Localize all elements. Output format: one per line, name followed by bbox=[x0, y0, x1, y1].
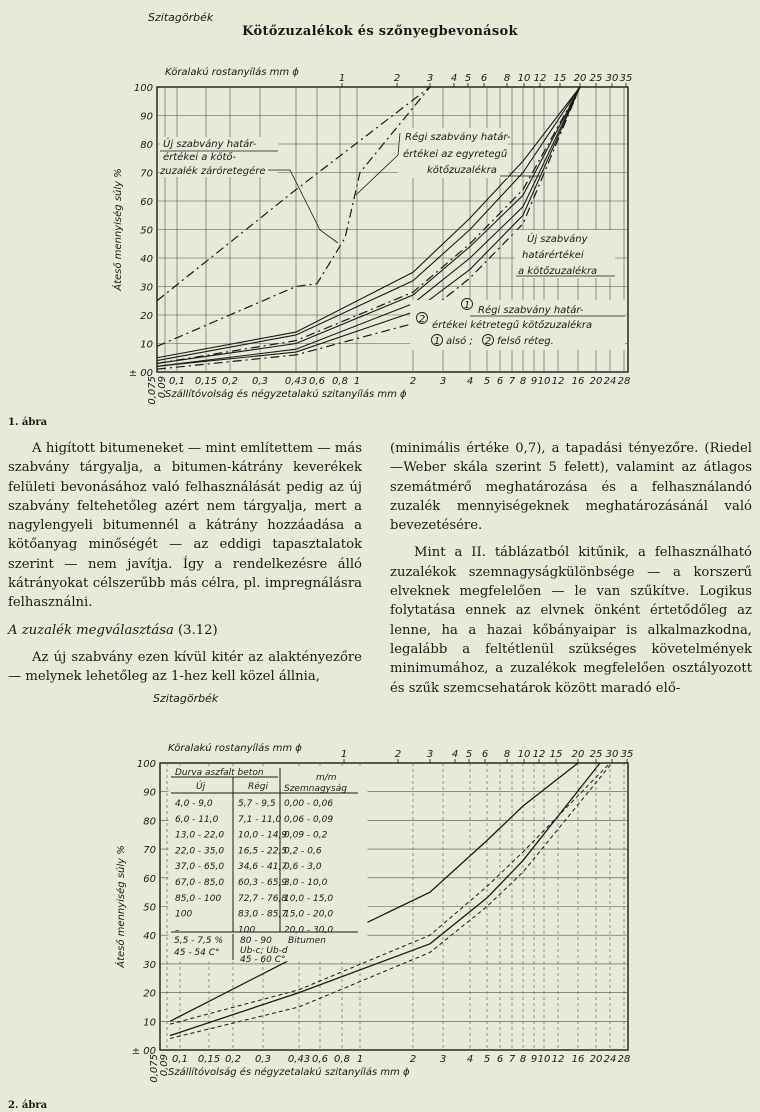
fig1-top-tick: 4 bbox=[450, 73, 458, 84]
table-bitumen-old: 80 - 90 bbox=[240, 936, 272, 946]
fig1-top-tick: 35 bbox=[619, 73, 633, 84]
fig2-bottom-tick: 9 bbox=[530, 1054, 538, 1065]
fig1-y-tick: 60 bbox=[140, 197, 153, 208]
section-heading bbox=[8, 621, 362, 640]
fig2-top-tick: 15 bbox=[549, 749, 563, 760]
fig1-top-tick: 30 bbox=[605, 73, 619, 84]
fig2-bottom-tick: 7 bbox=[508, 1054, 516, 1065]
fig1-bottom-tick: 0,6 bbox=[309, 376, 325, 387]
fig1-bottom-tick: 12 bbox=[551, 376, 565, 387]
fig1-ann-newb-1: Új szabvány bbox=[527, 234, 588, 245]
fig1-bottom-tick: 0,09 bbox=[157, 376, 168, 399]
fig1-ann-circle-2-label: 2 bbox=[484, 336, 492, 347]
fig1-top-tick: 1 bbox=[338, 73, 346, 84]
fig1-bottom-tick: 20 bbox=[589, 376, 603, 387]
table-col-size: Szemnagyság bbox=[284, 784, 347, 794]
left-paragraph-1: A higított bitumeneket — mint említettem — más szabvány tárgyalja, a bitumen-kátrány keverékek felületi bevonásához való felhasználását pedig az új szabvány feltehetőleg azért nem tárgyalja, mert a nagylengyeli bitumennél a kátrány hozzáadása a kötőanyag minőségét — az eddigi tapasztalatok szerint — nem javítja. Így a rendelkezésre álló kátrányokat célszerűbb más célra, pl. impregnálásra felhasználni. bbox=[8, 441, 362, 611]
fig1-y-tick: 70 bbox=[140, 168, 153, 180]
fig1-ann-old-2: értékei az egyretegű bbox=[403, 149, 508, 160]
fig1-ann-leader-2 bbox=[356, 133, 400, 195]
fig2-y-axis-label: Áteső mennyiség súly % bbox=[116, 845, 127, 968]
fig1-bottom-tick: 6 bbox=[496, 376, 504, 387]
table-cell-old: 83,0 - 85,7 bbox=[238, 909, 288, 920]
fig1-top-tick: 5 bbox=[464, 73, 472, 84]
fig1-ann-oldtwo-3: alsó ; bbox=[446, 336, 473, 347]
table-bitumen-new: 5,5 - 7,5 % bbox=[174, 936, 224, 946]
fig2-bottom-tick: 0,2 bbox=[225, 1054, 241, 1065]
figure-1 bbox=[0, 40, 760, 420]
fig1-bottom-tick: 0,3 bbox=[252, 376, 268, 387]
fig1-curve-mark-2-label: 2 bbox=[418, 314, 426, 325]
fig1-top-tick: 2 bbox=[393, 73, 401, 84]
table-cell-old: 100 bbox=[238, 925, 256, 936]
fig2-bottom-tick: 0,15 bbox=[197, 1054, 221, 1065]
right-paragraph-1: (minimális értéke 0,7), a tapadási tényezőre. (Riedel—Weber skála szerint 5 felett), valamint az átlagos szemátmérő meghatározása és a felhasználandó zuzalék mennyiségeknek meghatározásánál való bevezetésére. bbox=[390, 441, 752, 534]
table-col-new: Új bbox=[196, 782, 206, 792]
aggregate-table bbox=[168, 766, 368, 962]
table-cell-old: 72,7 - 76,8 bbox=[238, 893, 288, 904]
fig2-y-tick: 70 bbox=[143, 845, 156, 857]
fig2-bottom-tick: 10 bbox=[537, 1054, 551, 1065]
fig1-y-tick: 90 bbox=[140, 111, 153, 123]
fig1-bottom-tick: 0,1 bbox=[169, 376, 185, 387]
fig1-top-axis-label: Köralakú rostanyílás mm ϕ bbox=[165, 67, 299, 78]
fig2-bottom-tick: 20 bbox=[589, 1054, 603, 1065]
fig1-bottom-tick: 0,15 bbox=[194, 376, 218, 387]
fig2-bottom-tick: 4 bbox=[466, 1054, 474, 1065]
fig1-ann-old-1: Régi szabvány határ- bbox=[405, 132, 511, 143]
fig1-ann-new-3: zuzalék záróretegére bbox=[160, 166, 266, 177]
fig1-bottom-tick: 10 bbox=[537, 376, 551, 387]
table-cell-old: 60,3 - 65,9 bbox=[238, 878, 288, 888]
fig2-bottom-tick: 0,09 bbox=[159, 1054, 170, 1077]
table-cell-new: 6,0 - 11,0 bbox=[175, 814, 219, 825]
fig2-bottom-tick: 24 bbox=[603, 1054, 617, 1065]
table-cell-new: 85,0 - 100 bbox=[175, 893, 222, 904]
fig1-bottom-tick: 7 bbox=[508, 376, 516, 387]
table-title: Durva aszfalt beton bbox=[175, 768, 264, 778]
fig2-bottom-tick: 8 bbox=[519, 1054, 527, 1065]
fig2-bottom-tick: 1 bbox=[356, 1054, 364, 1065]
table-temp-old-2: 45 - 60 C° bbox=[240, 955, 286, 962]
table-cell-new: 100 bbox=[175, 909, 193, 920]
fig1-bottom-tick: 16 bbox=[571, 376, 585, 387]
fig1-y-tick: 40 bbox=[140, 254, 153, 265]
curve-new-top-lower bbox=[157, 87, 430, 346]
fig2-y-tick: 10 bbox=[143, 1017, 156, 1029]
fig2-top-tick: 12 bbox=[532, 749, 546, 760]
table-cell-old: 16,5 - 22,5 bbox=[238, 846, 288, 857]
fig1-ann-leader bbox=[268, 170, 338, 243]
table-cell-old: 7,1 - 11,0 bbox=[238, 814, 282, 825]
fig2-bottom-tick: 2 bbox=[409, 1054, 417, 1065]
fig1-ann-new-1: Új szabvány határ- bbox=[163, 139, 257, 150]
fig1-label: Szitagörbék bbox=[148, 11, 214, 24]
table-cell-size: 20,0 - 30,0 bbox=[284, 925, 334, 936]
fig1-ann-circle-1-label: 1 bbox=[433, 336, 441, 347]
table-cell-old: 5,7 - 9,5 bbox=[238, 799, 276, 809]
fig1-y-axis-label: Áteső mennyiség súly % bbox=[113, 168, 124, 291]
table-bitumen-label: Bitumen bbox=[288, 936, 326, 946]
fig2-y-tick: 40 bbox=[143, 931, 156, 943]
fig2-y-tick: ± 00 bbox=[131, 1046, 156, 1057]
fig1-title: Kötőzuzalékok és szőnyegbevonások bbox=[242, 24, 518, 39]
fig2-top-tick: 6 bbox=[481, 749, 489, 760]
fig2-bottom-tick: 0,8 bbox=[334, 1054, 350, 1065]
table-cell-size: 0,6 - 3,0 bbox=[284, 862, 322, 873]
fig1-bottom-tick: 0,2 bbox=[222, 376, 238, 387]
fig2-y-tick: 50 bbox=[143, 902, 156, 914]
fig2-y-tick: 90 bbox=[143, 787, 156, 799]
fig2-label: Szitagörbék bbox=[153, 692, 219, 705]
table-cell-size: 15,0 - 20,0 bbox=[284, 909, 334, 920]
table-cell-new: 13,0 - 22,0 bbox=[175, 830, 225, 841]
fig2-y-tick: 100 bbox=[136, 759, 156, 770]
table-temp-new: 45 - 54 C° bbox=[174, 948, 220, 958]
fig1-y-tick: 20 bbox=[140, 311, 153, 322]
fig1-bottom-tick: 0,075 bbox=[147, 376, 158, 405]
fig2-top-tick: 2 bbox=[394, 749, 402, 760]
fig1-y-tick: 80 bbox=[140, 140, 153, 151]
fig2-top-tick: 3 bbox=[426, 749, 434, 760]
fig2-bottom-tick: 16 bbox=[571, 1054, 585, 1065]
fig2-top-tick: 25 bbox=[589, 749, 603, 760]
table-cell-size: 3,0 - 10,0 bbox=[284, 878, 328, 888]
table-temp-old-1: Ub-c; Ub-d bbox=[240, 946, 288, 956]
fig1-bottom-tick: 3 bbox=[439, 376, 447, 387]
fig1-bottom-tick: 2 bbox=[409, 376, 417, 387]
table-col-old: Régi bbox=[248, 782, 269, 792]
fig2-top-tick: 1 bbox=[340, 749, 348, 760]
fig2-bottom-tick: 0,43 bbox=[287, 1054, 311, 1065]
table-cell-size: 0,06 - 0,09 bbox=[284, 814, 334, 825]
figure-2 bbox=[0, 730, 760, 1100]
fig1-y-tick: ± 00 bbox=[128, 368, 153, 379]
table-cell-size: 0,2 - 0,6 bbox=[284, 846, 322, 857]
table-unit: m/m bbox=[316, 773, 337, 783]
fig1-bottom-tick: 9 bbox=[530, 376, 538, 387]
fig2-top-tick: 35 bbox=[620, 749, 634, 760]
fig2-bottom-tick: 0,3 bbox=[255, 1054, 271, 1065]
fig2-bottom-tick: 6 bbox=[496, 1054, 504, 1065]
fig2-top-tick: 8 bbox=[503, 749, 511, 760]
fig2-y-tick: 60 bbox=[143, 873, 156, 885]
fig2-y-tick: 30 bbox=[143, 959, 156, 971]
fig1-top-tick: 8 bbox=[503, 73, 511, 84]
table-cell-new: 67,0 - 85,0 bbox=[175, 878, 225, 888]
fig2-bottom-tick: 0,075 bbox=[149, 1054, 160, 1083]
fig2-bottom-axis-label: Szállítóvolság és négyzetalakú szitanyílás mm ϕ bbox=[168, 1067, 410, 1078]
fig2-bottom-tick: 28 bbox=[617, 1054, 631, 1065]
fig1-top-tick: 20 bbox=[573, 73, 587, 84]
fig2-bottom-tick: 3 bbox=[439, 1054, 447, 1065]
table-cell-new: – bbox=[175, 925, 180, 936]
table-cell-size: 10,0 - 15,0 bbox=[284, 893, 334, 904]
fig1-bottom-tick: 8 bbox=[519, 376, 527, 387]
section-heading-ref: (3.12) bbox=[178, 622, 218, 638]
fig2-top-tick: 30 bbox=[605, 749, 619, 760]
fig1-bottom-tick: 5 bbox=[483, 376, 491, 387]
table-cell-old: 34,6 - 41,7 bbox=[238, 862, 288, 873]
fig2-top-tick: 10 bbox=[517, 749, 531, 760]
fig1-ann-newb-2: határértékei bbox=[522, 250, 584, 261]
fig2-top-tick: 20 bbox=[571, 749, 585, 760]
fig2-top-axis-label: Köralakú rostanyílás mm ϕ bbox=[168, 743, 302, 754]
table-cell-size: 0,00 - 0,06 bbox=[284, 799, 334, 809]
fig1-ann-newb-3: a kötőzuzalékra bbox=[518, 266, 598, 277]
fig1-bottom-tick: 24 bbox=[603, 376, 617, 387]
left-column bbox=[8, 439, 362, 687]
table-cell-new: 22,0 - 35,0 bbox=[175, 846, 225, 857]
fig1-top-tick: 3 bbox=[426, 73, 434, 84]
fig1-curve-mark-1-label: 1 bbox=[463, 300, 471, 311]
fig1-bottom-tick: 1 bbox=[353, 376, 361, 387]
fig1-y-tick: 100 bbox=[133, 83, 153, 94]
table-cell-size: 0,09 - 0,2 bbox=[284, 830, 328, 841]
fig1-ann-oldtwo-4: felső réteg. bbox=[497, 336, 554, 347]
fig1-y-tick: 30 bbox=[140, 282, 153, 294]
fig1-y-tick: 50 bbox=[140, 225, 153, 237]
fig1-ann-old-3: kötőzuzalékra bbox=[427, 165, 497, 176]
fig2-y-tick: 20 bbox=[143, 988, 156, 1000]
left-paragraph-2: Az új szabvány ezen kívül kitér az alaktényezőre — melynek lehetőleg az 1-hez kell közel állnia, bbox=[8, 649, 362, 685]
table-cell-new: 4,0 - 9,0 bbox=[175, 799, 213, 809]
fig1-caption: 1. ábra bbox=[8, 417, 48, 428]
fig1-ann-oldtwo-1: Régi szabvány határ- bbox=[478, 305, 584, 316]
fig1-bottom-tick: 0,43 bbox=[284, 376, 308, 387]
fig2-bottom-tick: 12 bbox=[551, 1054, 565, 1065]
fig1-bottom-tick: 28 bbox=[617, 376, 631, 387]
fig2-top-tick: 5 bbox=[465, 749, 473, 760]
fig1-ann-new-2: értékei a kötő- bbox=[163, 152, 237, 163]
fig1-top-tick: 12 bbox=[533, 73, 547, 84]
right-paragraph-2: Mint a II. táblázatból kitűnik, a felhasználható zuzalékok szemnagyságkülönbsége — a korszerű elveknek megfelelően — le van szűkítve. Logikus folytatása ennek az elvnek önként értetődőleg az lenne, ha a hazai kőbányaipar is alkalmazkodna, legalább a feltétlenül szükséges követelmények minimumához, a zuzalékok megfelelően osztályozott és szűk szemcsehatárok között maradó elő- bbox=[390, 545, 752, 696]
right-column bbox=[390, 439, 752, 698]
fig1-top-tick: 25 bbox=[589, 73, 603, 84]
curve-new-top-upper bbox=[157, 87, 430, 301]
fig2-top-tick: 4 bbox=[451, 749, 459, 760]
fig1-top-tick: 10 bbox=[517, 73, 531, 84]
fig1-y-tick: 10 bbox=[140, 339, 153, 351]
section-heading-title: A zuzalék megválasztása bbox=[8, 622, 174, 638]
fig1-ann-oldtwo-2: értékei kétretegű kötőzuzalékra bbox=[432, 320, 593, 331]
fig1-top-tick: 6 bbox=[480, 73, 488, 84]
fig1-bottom-tick: 4 bbox=[466, 376, 474, 387]
fig1-top-tick: 15 bbox=[553, 73, 567, 84]
table-cell-old: 10,0 - 14,9 bbox=[238, 830, 288, 841]
fig2-bottom-tick: 5 bbox=[483, 1054, 491, 1065]
fig1-bottom-axis-label: Szállítóvolság és négyzetalakú szitanyílás mm ϕ bbox=[165, 389, 407, 400]
fig2-y-tick: 80 bbox=[143, 816, 156, 828]
fig2-bottom-tick: 0,6 bbox=[312, 1054, 328, 1065]
table-cell-new: 37,0 - 65,0 bbox=[175, 862, 225, 873]
fig2-caption: 2. ábra bbox=[8, 1100, 48, 1111]
fig2-bottom-tick: 0,1 bbox=[172, 1054, 188, 1065]
fig1-bottom-tick: 0,8 bbox=[332, 376, 348, 387]
